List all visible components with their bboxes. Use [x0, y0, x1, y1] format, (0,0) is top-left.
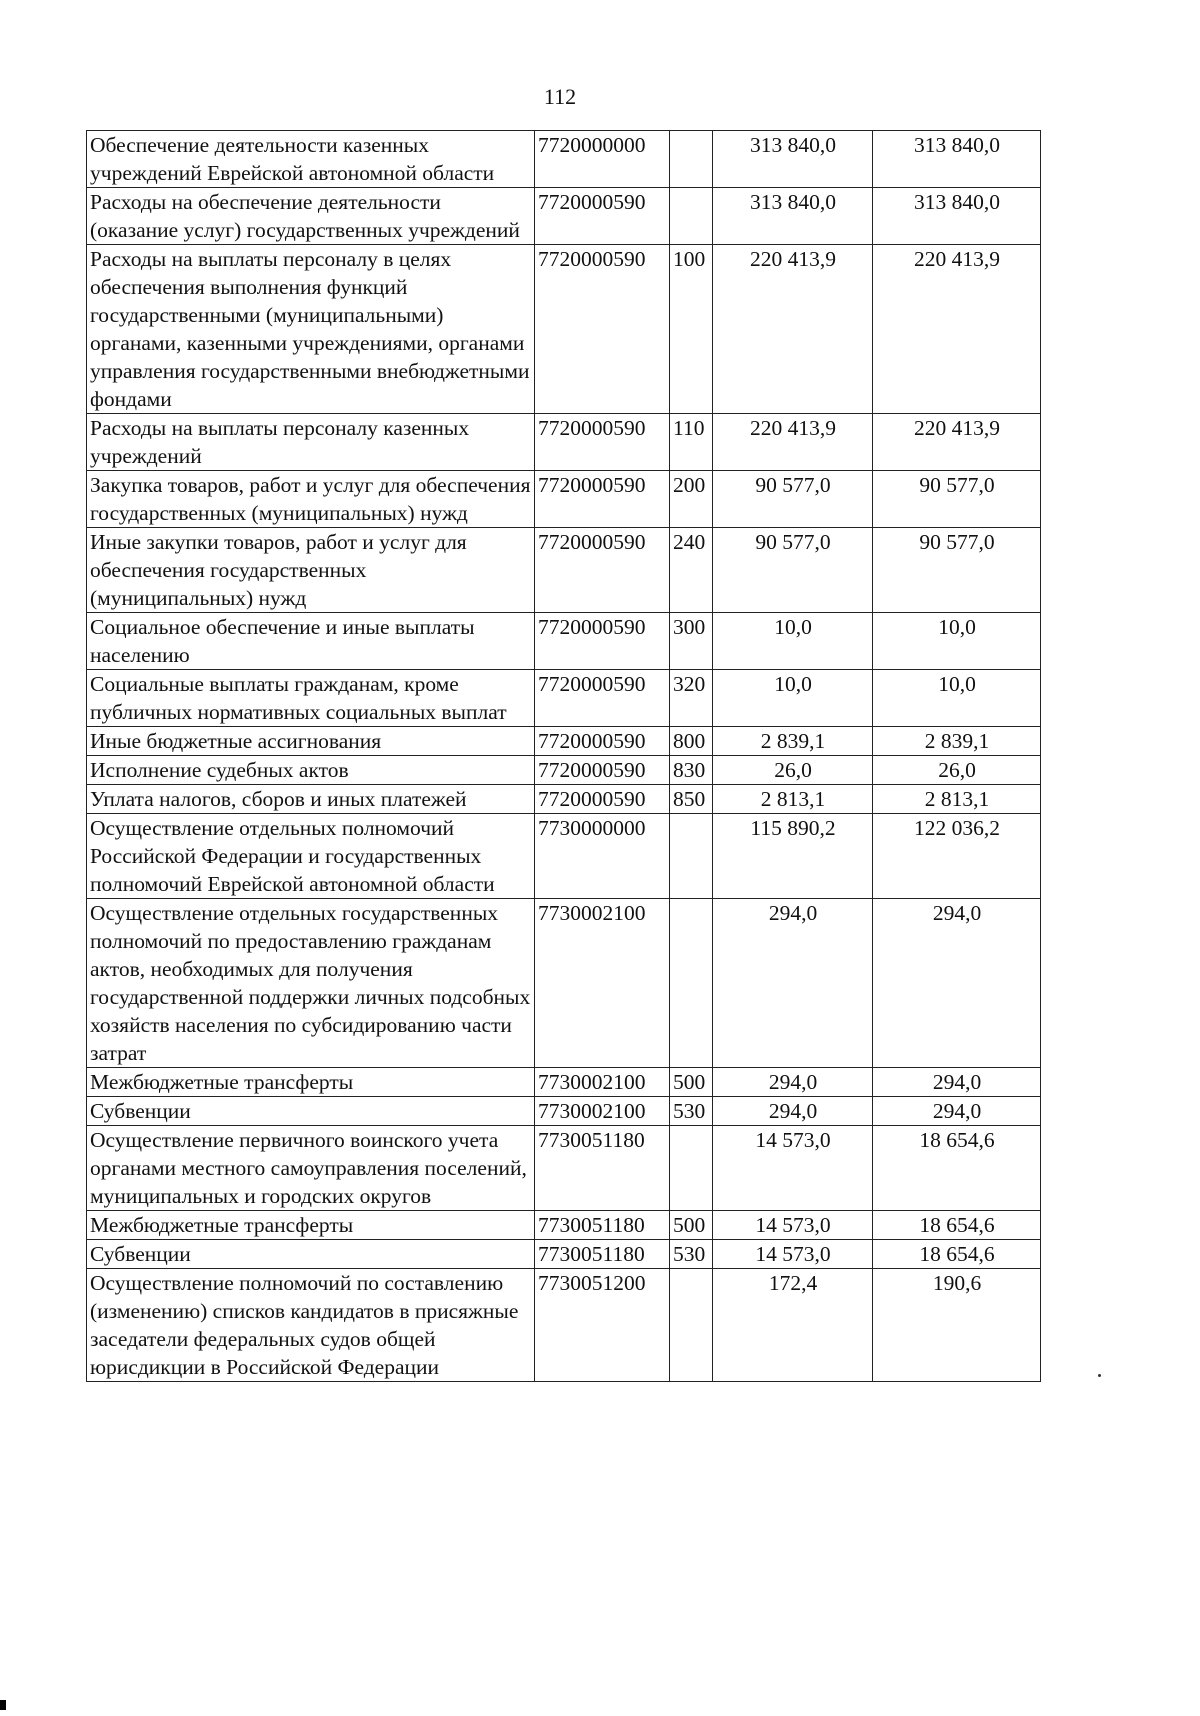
amount-year1-cell: 14 573,0	[713, 1126, 873, 1211]
amount-year2-cell: 294,0	[873, 1068, 1041, 1097]
target-article-cell: 7730051180	[535, 1211, 670, 1240]
table-row	[87, 1269, 1041, 1382]
expense-name-cell: Закупка товаров, работ и услуг для обеспечения государственных (муниципальных) нужд	[87, 471, 535, 528]
amount-year1-cell: 2 813,1	[713, 785, 873, 814]
expense-type-cell	[670, 899, 713, 1068]
amount-year1-cell: 10,0	[713, 670, 873, 727]
amount-year2-cell: 294,0	[873, 1097, 1041, 1126]
page-number: 112	[543, 84, 577, 109]
target-article-cell: 7720000590	[535, 528, 670, 613]
target-article-cell: 7730002100	[535, 899, 670, 1068]
amount-year1-cell: 90 577,0	[713, 471, 873, 528]
amount-year1-cell: 26,0	[713, 756, 873, 785]
table-row	[87, 1097, 1041, 1126]
table-row	[87, 785, 1041, 814]
expense-name-cell: Исполнение судебных актов	[87, 756, 535, 785]
amount-year2-cell: 10,0	[873, 613, 1041, 670]
expense-name-cell: Расходы на обеспечение деятельности (оказание услуг) государственных учреждений	[87, 188, 535, 245]
expense-name-cell: Осуществление первичного воинского учета органами местного самоуправления поселений, муниципальных и городских округов	[87, 1126, 535, 1211]
target-article-cell: 7730002100	[535, 1068, 670, 1097]
amount-year2-cell: 220 413,9	[873, 245, 1041, 414]
amount-year1-cell: 2 839,1	[713, 727, 873, 756]
expense-type-cell: 530	[670, 1097, 713, 1126]
table-row	[87, 1126, 1041, 1211]
expense-type-cell: 110	[670, 414, 713, 471]
table-row	[87, 756, 1041, 785]
table-row	[87, 245, 1041, 414]
expense-name-cell: Межбюджетные трансферты	[87, 1211, 535, 1240]
target-article-cell: 7730051180	[535, 1126, 670, 1211]
amount-year1-cell: 115 890,2	[713, 814, 873, 899]
expense-name-cell: Расходы на выплаты персоналу в целях обеспечения выполнения функций государственными (муниципальными) органами, казенными учреждениями, органами управления государственными внебюджетными фондами	[87, 245, 535, 414]
expense-type-cell	[670, 1269, 713, 1382]
amount-year1-cell: 220 413,9	[713, 245, 873, 414]
target-article-cell: 7720000590	[535, 756, 670, 785]
table-row	[87, 188, 1041, 245]
expense-name-cell: Субвенции	[87, 1240, 535, 1269]
target-article-cell: 7720000000	[535, 131, 670, 188]
expense-type-cell: 830	[670, 756, 713, 785]
scan-edge-mark	[0, 1700, 6, 1710]
amount-year2-cell: 122 036,2	[873, 814, 1041, 899]
expense-type-cell: 800	[670, 727, 713, 756]
expense-name-cell: Социальные выплаты гражданам, кроме публичных нормативных социальных выплат	[87, 670, 535, 727]
target-article-cell: 7730051180	[535, 1240, 670, 1269]
target-article-cell: 7720000590	[535, 471, 670, 528]
amount-year2-cell: 26,0	[873, 756, 1041, 785]
table-row	[87, 471, 1041, 528]
expense-name-cell: Межбюджетные трансферты	[87, 1068, 535, 1097]
amount-year1-cell: 220 413,9	[713, 414, 873, 471]
expense-type-cell: 500	[670, 1068, 713, 1097]
expense-type-cell: 500	[670, 1211, 713, 1240]
expense-name-cell: Иные закупки товаров, работ и услуг для обеспечения государственных (муниципальных) нужд	[87, 528, 535, 613]
amount-year2-cell: 18 654,6	[873, 1126, 1041, 1211]
target-article-cell: 7720000590	[535, 188, 670, 245]
amount-year1-cell: 14 573,0	[713, 1240, 873, 1269]
expense-type-cell: 530	[670, 1240, 713, 1269]
amount-year2-cell: 18 654,6	[873, 1240, 1041, 1269]
amount-year2-cell: 220 413,9	[873, 414, 1041, 471]
target-article-cell: 7720000590	[535, 727, 670, 756]
amount-year2-cell: 10,0	[873, 670, 1041, 727]
amount-year2-cell: 90 577,0	[873, 528, 1041, 613]
amount-year1-cell: 90 577,0	[713, 528, 873, 613]
amount-year1-cell: 294,0	[713, 899, 873, 1068]
expense-type-cell: 300	[670, 613, 713, 670]
amount-year2-cell: 90 577,0	[873, 471, 1041, 528]
amount-year2-cell: 313 840,0	[873, 188, 1041, 245]
target-article-cell: 7730000000	[535, 814, 670, 899]
expense-type-cell: 320	[670, 670, 713, 727]
expense-type-cell: 240	[670, 528, 713, 613]
amount-year2-cell: 294,0	[873, 899, 1041, 1068]
expense-name-cell: Обеспечение деятельности казенных учреждений Еврейской автономной области	[87, 131, 535, 188]
amount-year2-cell: 2 839,1	[873, 727, 1041, 756]
target-article-cell: 7720000590	[535, 245, 670, 414]
amount-year1-cell: 294,0	[713, 1068, 873, 1097]
table-row	[87, 1068, 1041, 1097]
expense-type-cell: 200	[670, 471, 713, 528]
target-article-cell: 7720000590	[535, 670, 670, 727]
table-row	[87, 670, 1041, 727]
expense-name-cell: Социальное обеспечение и иные выплаты населению	[87, 613, 535, 670]
target-article-cell: 7720000590	[535, 613, 670, 670]
expense-name-cell: Уплата налогов, сборов и иных платежей	[87, 785, 535, 814]
table-row	[87, 528, 1041, 613]
expense-type-cell: 850	[670, 785, 713, 814]
amount-year2-cell: 2 813,1	[873, 785, 1041, 814]
expense-type-cell: 100	[670, 245, 713, 414]
table-row	[87, 899, 1041, 1068]
target-article-cell: 7730051200	[535, 1269, 670, 1382]
amount-year1-cell: 313 840,0	[713, 188, 873, 245]
expense-type-cell	[670, 131, 713, 188]
expense-type-cell	[670, 814, 713, 899]
amount-year2-cell: 18 654,6	[873, 1211, 1041, 1240]
amount-year1-cell: 10,0	[713, 613, 873, 670]
expense-name-cell: Осуществление отдельных государственных полномочий по предоставлению гражданам актов, необходимых для получения государственной поддержки личных подсобных хозяйств населения по субсидированию части затрат	[87, 899, 535, 1068]
expense-name-cell: Осуществление полномочий по составлению (изменению) списков кандидатов в присяжные заседатели федеральных судов общей юрисдикции в Российской Федерации	[87, 1269, 535, 1382]
expense-type-cell	[670, 1126, 713, 1211]
table-row	[87, 1211, 1041, 1240]
expense-name-cell: Расходы на выплаты персоналу казенных учреждений	[87, 414, 535, 471]
table-row	[87, 1240, 1041, 1269]
expense-name-cell: Осуществление отдельных полномочий Российской Федерации и государственных полномочий Еврейской автономной области	[87, 814, 535, 899]
table-row	[87, 613, 1041, 670]
budget-table	[86, 130, 1041, 1382]
amount-year1-cell: 294,0	[713, 1097, 873, 1126]
amount-year2-cell: 313 840,0	[873, 131, 1041, 188]
amount-year2-cell: 190,6	[873, 1269, 1041, 1382]
scan-speck	[1098, 1374, 1101, 1377]
amount-year1-cell: 172,4	[713, 1269, 873, 1382]
target-article-cell: 7730002100	[535, 1097, 670, 1126]
expense-name-cell: Субвенции	[87, 1097, 535, 1126]
expense-type-cell	[670, 188, 713, 245]
table-row	[87, 814, 1041, 899]
amount-year1-cell: 14 573,0	[713, 1211, 873, 1240]
table-row	[87, 131, 1041, 188]
table-row	[87, 414, 1041, 471]
expense-name-cell: Иные бюджетные ассигнования	[87, 727, 535, 756]
target-article-cell: 7720000590	[535, 785, 670, 814]
target-article-cell: 7720000590	[535, 414, 670, 471]
budget-table-body	[87, 131, 1041, 1382]
table-row	[87, 727, 1041, 756]
amount-year1-cell: 313 840,0	[713, 131, 873, 188]
